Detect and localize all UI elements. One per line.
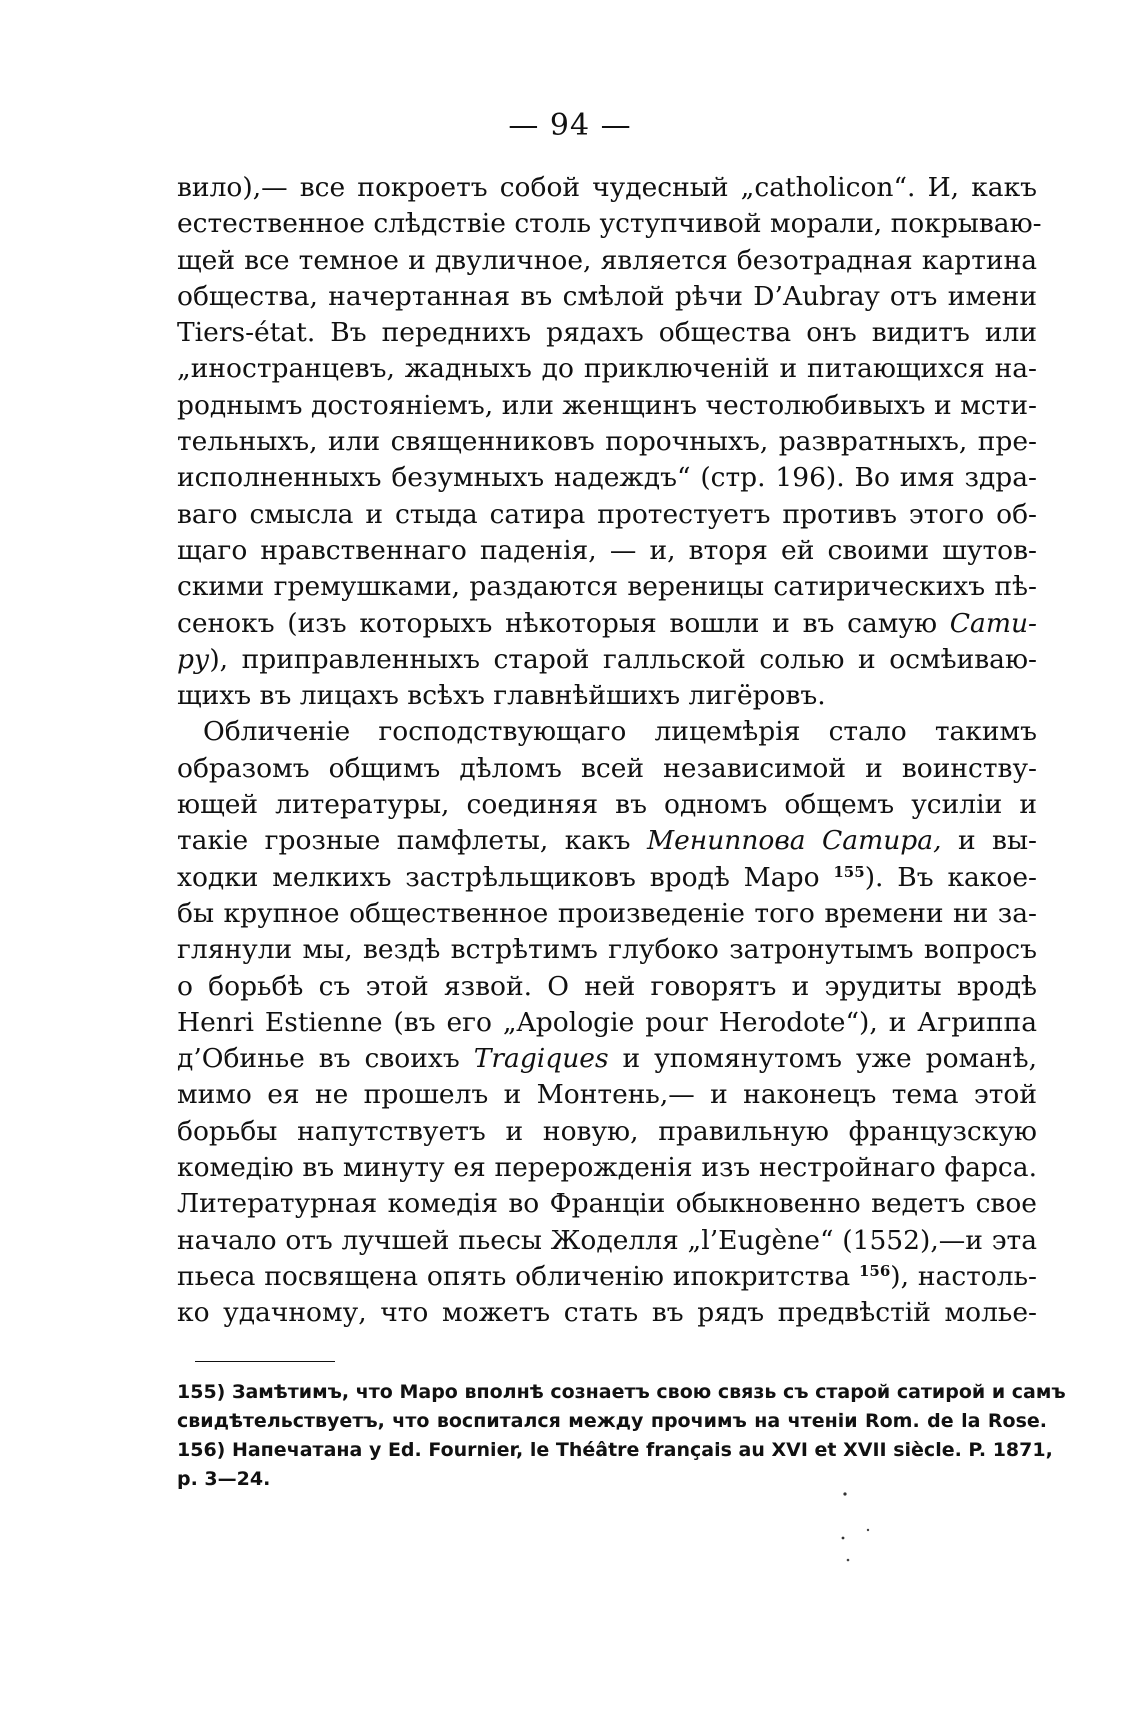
text-line bbox=[177, 860, 1037, 896]
text-line: борьбы напутствуетъ и новую, правильную французскую bbox=[177, 1115, 1037, 1147]
text-line: естественное слѣдствіе столь уступчивой морали, покрываю- bbox=[177, 208, 1042, 240]
italic-title: Tragiques bbox=[473, 1043, 609, 1075]
text-line: начало отъ лучшей пьесы Жоделля „l’Eugène“ (1552),—и эта bbox=[177, 1224, 1037, 1256]
text-line: „иностранцевъ, жадныхъ до приключеній и питающихся на- bbox=[177, 353, 1037, 385]
text-line: вило),— все покроетъ собой чудесный „catholicon“. И, какъ bbox=[177, 172, 1037, 203]
text-segment: такіе грозные памфлеты, какъ bbox=[177, 825, 647, 857]
footnote-ref[interactable]: 155 bbox=[833, 862, 865, 881]
footnote-155-line: 155) Замѣтимъ, что Маро вполнѣ сознаетъ свою связь съ старой сатирой и самъ bbox=[177, 1381, 1066, 1403]
main-text bbox=[177, 170, 1042, 1332]
text-line: общества, начертанная въ смѣлой рѣчи D’Aubray отъ имени bbox=[177, 280, 1037, 312]
text-segment: пьеса посвящена опять обличенію ипокритства bbox=[177, 1260, 859, 1292]
footnotes bbox=[177, 1378, 1066, 1494]
italic-title: Сати- bbox=[949, 607, 1037, 639]
text-segment: и вы- bbox=[941, 825, 1038, 857]
text-line: скими гремушками, раздаются вереницы сатирическихъ пѣ- bbox=[177, 571, 1037, 603]
text-line bbox=[177, 642, 1037, 678]
text-segment: ), настоль- bbox=[890, 1260, 1037, 1292]
text-segment: д’Обинье въ своихъ bbox=[177, 1043, 474, 1075]
text-line: образомъ общимъ дѣломъ всей независимой и воинству- bbox=[177, 752, 1037, 784]
page-number: — 94 — bbox=[508, 108, 632, 143]
footnote-155-line: свидѣтельствуетъ, что воспитался между прочимъ на чтеніи Rom. de la Rose. bbox=[177, 1410, 1047, 1432]
italic-title: ру bbox=[177, 643, 210, 675]
paragraph-2 bbox=[177, 714, 1037, 1331]
footnote-divider bbox=[195, 1361, 335, 1362]
text-line: ющей литературы, соединяя въ одномъ общемъ усиліи и bbox=[177, 789, 1037, 821]
text-line bbox=[177, 823, 1037, 859]
text-segment: ), приправленныхъ старой галльской солью и осмѣиваю- bbox=[209, 643, 1037, 675]
text-line: мимо ея не прошелъ и Монтень,— и наконецъ тема этой bbox=[177, 1079, 1037, 1111]
text-line: ко удачному, что можетъ стать въ рядъ предвѣстій молье- bbox=[177, 1297, 1037, 1329]
text-line bbox=[177, 1259, 1037, 1295]
text-line: о борьбѣ съ этой язвой. О ней говорятъ и эрудиты вродѣ bbox=[177, 970, 1037, 1002]
text-line: Обличеніе господствующаго лицемѣрія стало такимъ bbox=[203, 716, 1037, 748]
text-segment: ходки мелкихъ застрѣльщиковъ вродѣ Маро bbox=[177, 861, 834, 893]
text-line bbox=[177, 606, 1037, 642]
text-line: щей все темное и двуличное, является безотрадная картина bbox=[177, 244, 1037, 276]
text-line: Tiers-état. Въ переднихъ рядахъ общества онъ видитъ или bbox=[177, 317, 1037, 349]
text-line: щаго нравственнаго паденія, — и, вторя ей своими шутов- bbox=[177, 534, 1037, 566]
footnote-ref[interactable]: 156 bbox=[858, 1261, 891, 1280]
text-line: исполненныхъ безумныхъ надеждъ“ (стр. 196). Во имя здра- bbox=[177, 462, 1037, 494]
text-line: глянули мы, вездѣ встрѣтимъ глубоко затронутымъ вопросъ bbox=[177, 934, 1037, 966]
text-segment: ). Въ какое- bbox=[864, 861, 1037, 893]
paragraph-1 bbox=[177, 170, 1042, 714]
paper-specks bbox=[840, 1490, 880, 1590]
italic-title: Мениппова Сатира, bbox=[646, 825, 942, 857]
text-line: Литературная комедія во Франціи обыкновенно ведетъ свое bbox=[177, 1188, 1037, 1220]
text-segment: и упомянутомъ уже романѣ, bbox=[608, 1043, 1037, 1075]
text-line: тельныхъ, или священниковъ порочныхъ, развратныхъ, пре- bbox=[177, 426, 1037, 458]
text-line: бы крупное общественное произведеніе того времени ни за- bbox=[177, 897, 1037, 929]
footnote-156-line: 156) Напечатана у Ed. Fournier, le Théâtre français au XVI et XVII siècle. P. 1871, bbox=[177, 1439, 1053, 1461]
footnote-156-line: p. 3—24. bbox=[177, 1468, 271, 1490]
text-line: щихъ въ лицахъ всѣхъ главнѣйшихъ лигёровъ. bbox=[177, 680, 826, 712]
text-line: Henri Estienne (въ его „Apologie pour Herodote“), и Агриппа bbox=[177, 1006, 1037, 1038]
text-line: комедію въ минуту ея перерожденія изъ нестройнаго фарса. bbox=[177, 1152, 1037, 1184]
text-line: ваго смысла и стыда сатира протестуетъ противъ этого об- bbox=[177, 498, 1037, 530]
text-line bbox=[177, 1041, 1037, 1077]
text-line: роднымъ достояніемъ, или женщинъ честолюбивыхъ и мсти- bbox=[177, 389, 1037, 421]
text-segment: сенокъ (изъ которыхъ нѣкоторыя вошли и въ самую bbox=[177, 607, 950, 639]
